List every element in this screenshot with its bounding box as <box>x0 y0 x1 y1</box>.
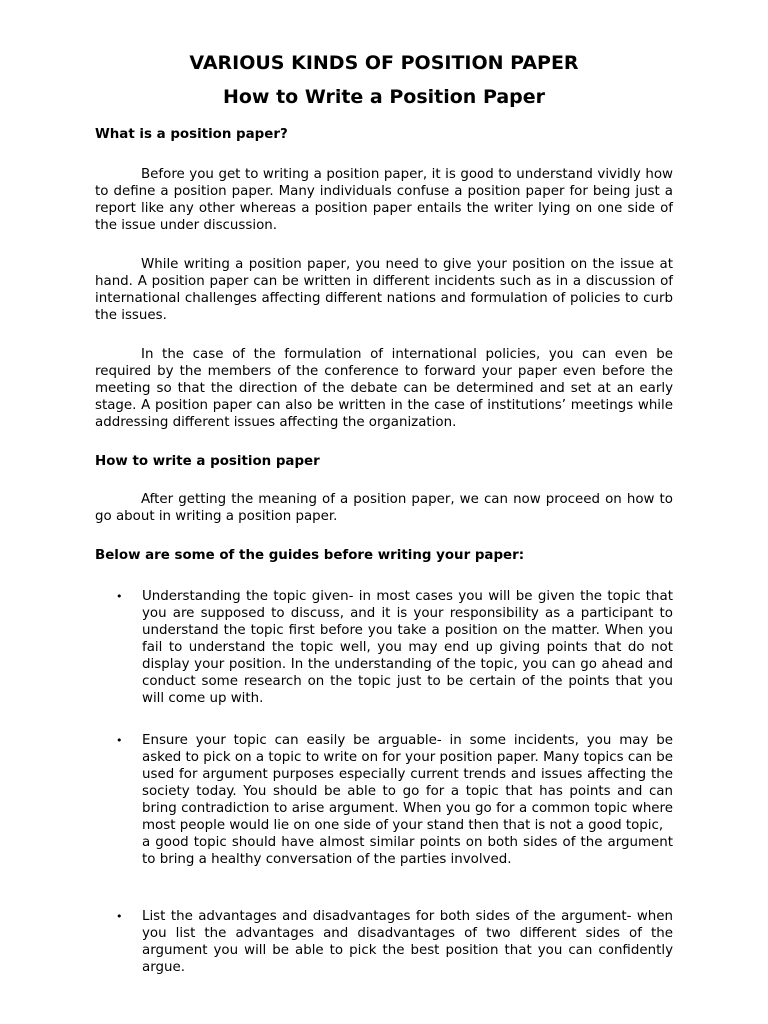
paragraph-4-block <box>95 491 673 525</box>
bullet-text-advantages: List the advantages and disadvantages for both sides of the argument- when you list the advantages and disadvantages of two different sides of the argument you will be able to pick the best position that you can confidently argue. <box>142 909 673 975</box>
section-guides-heading-block <box>95 547 673 564</box>
paragraph-2-block <box>95 256 673 324</box>
section-heading-what-is: What is a position paper? <box>95 127 288 142</box>
document-title: VARIOUS KINDS OF POSITION PAPER <box>189 52 579 74</box>
bullet-icon: • <box>116 910 123 923</box>
bullet-icon: • <box>116 590 123 603</box>
paragraph-1-block <box>95 166 673 234</box>
section-heading-guides: Below are some of the guides before writing your paper: <box>95 548 525 563</box>
section-what-heading-block <box>95 126 673 143</box>
paragraph-proceed: After getting the meaning of a position paper, we can now proceed on how to go about in writing a position paper. <box>95 492 673 524</box>
paragraph-3-block <box>95 346 673 431</box>
bullet-text-arguable: Ensure your topic can easily be arguable- in some incidents, you may be asked to pick on a topic to write on for your position paper. Many topics can be used for argument purposes especially current trends and issues affecting the society today. You should be able to go for a topic that has points and can bring contradiction to arise argument. When you go for a common topic where most people would lie on one side of your stand then that is not a good topic, <box>142 733 673 833</box>
section-how-heading-block <box>95 453 673 470</box>
list-item <box>116 588 673 707</box>
paragraph-international: In the case of the formulation of international policies, you can even be required by the members of the conference to forward your paper even before the meeting so that the direction of the debate can be determined and set at an early stage. A position paper can also be written in the case of institutions’ meetings while addressing different issues affecting the organization. <box>95 347 673 430</box>
bullet-icon: • <box>116 734 123 747</box>
paragraph-definition: Before you get to writing a position paper, it is good to understand vividly how to define a position paper. Many individuals confuse a position paper for being just a report like any other whereas a position paper entails the writer lying on one side of the issue under discussion. <box>95 167 673 233</box>
document-subtitle: How to Write a Position Paper <box>222 86 546 108</box>
paragraph-position: While writing a position paper, you need to give your position on the issue at hand. A position paper can be written in different incidents such as in a discussion of international challenges affecting different nations and formulation of policies to curb the issues. <box>95 257 673 323</box>
list-item <box>116 908 673 976</box>
bullet-text-understanding: Understanding the topic given- in most cases you will be given the topic that you are supposed to discuss, and it is your responsibility as a participant to understand the topic first before you take a position on the matter. When you fail to understand the topic well, you may end up giving points that do not display your position. In the understanding of the topic, you can go ahead and conduct some research on the topic just to be certain of the points that you will come up with. <box>142 589 673 706</box>
section-heading-how-to-write: How to write a position paper <box>95 454 320 469</box>
bullet-text-arguable-continuation: a good topic should have almost similar points on both sides of the argument to bring a healthy conversation of the parties involved. <box>142 835 673 867</box>
list-item <box>116 732 673 868</box>
